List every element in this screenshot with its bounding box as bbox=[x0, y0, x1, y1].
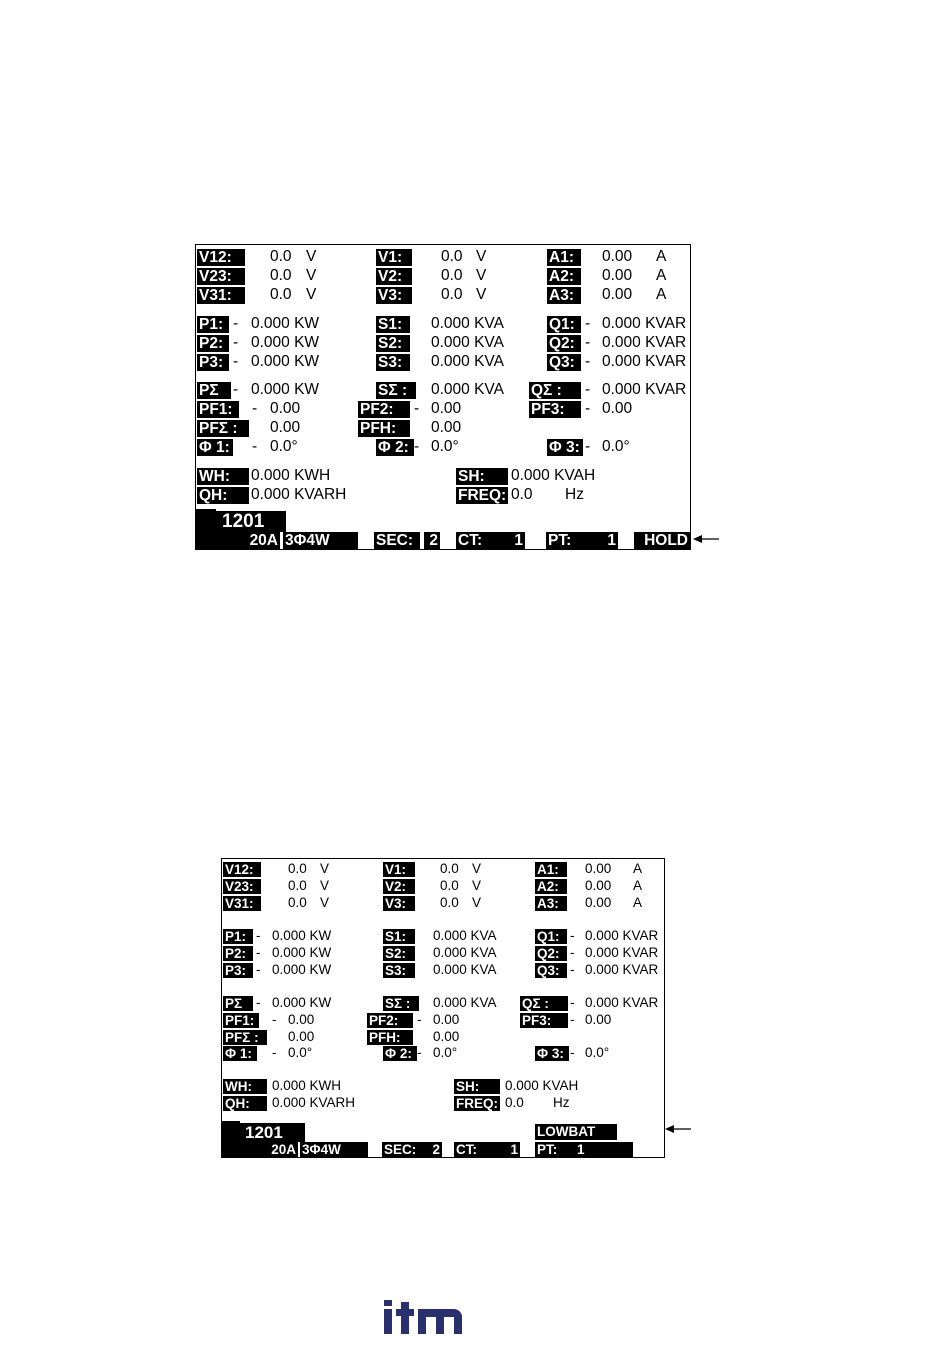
ct-label: CT: bbox=[456, 532, 500, 549]
v23-label: V23: bbox=[197, 268, 245, 285]
phi1-value: 0.0° bbox=[288, 1045, 313, 1060]
p3-label: P3: bbox=[223, 963, 253, 978]
q2-sign: - bbox=[585, 334, 591, 351]
p3-label: P3: bbox=[197, 354, 229, 371]
s1-label: S1: bbox=[383, 929, 415, 944]
v2-value: 0.0 bbox=[441, 267, 463, 284]
q2-label: Q2: bbox=[535, 946, 567, 961]
v2-label: V2: bbox=[383, 879, 415, 894]
v23-value: 0.0 bbox=[270, 267, 292, 284]
ct-value: 1 bbox=[490, 1142, 520, 1157]
pfh-value: 0.00 bbox=[433, 1029, 460, 1044]
s2-value: 0.000 KVA bbox=[433, 945, 497, 960]
qh-value: 0.000 KVARH bbox=[272, 1095, 356, 1110]
phi3-value: 0.0° bbox=[585, 1045, 610, 1060]
a3-unit: A bbox=[633, 895, 643, 910]
v12-label: V12: bbox=[223, 862, 261, 877]
p1-sign: - bbox=[256, 928, 261, 943]
a3-value: 0.00 bbox=[602, 286, 633, 303]
p2-value: 0.000 KW bbox=[251, 334, 320, 351]
sec-label: SEC: bbox=[382, 1142, 426, 1157]
p2-value: 0.000 KW bbox=[272, 945, 332, 960]
q3-value: 0.000 KVAR bbox=[585, 962, 659, 977]
p1-label: P1: bbox=[197, 316, 229, 333]
pt-value: 1 bbox=[575, 1142, 633, 1157]
pfsum-label: PFΣ : bbox=[223, 1030, 267, 1045]
phi3-sign: - bbox=[570, 1045, 575, 1060]
q3-sign: - bbox=[585, 353, 591, 370]
q1-label: Q1: bbox=[547, 316, 581, 333]
pf1-value: 0.00 bbox=[270, 400, 301, 417]
sec-value: 2 bbox=[426, 1142, 442, 1157]
a3-value: 0.00 bbox=[585, 895, 612, 910]
model-code: 1201 bbox=[216, 511, 286, 532]
wh-value: 0.000 KWH bbox=[251, 467, 331, 484]
ct-value: 1 bbox=[496, 532, 525, 549]
itm-logo bbox=[384, 1300, 462, 1336]
a1-unit: A bbox=[633, 861, 643, 876]
v3-label: V3: bbox=[383, 896, 415, 911]
a2-unit: A bbox=[633, 878, 643, 893]
p3-sign: - bbox=[256, 962, 261, 977]
freq-value: 0.0 bbox=[511, 486, 533, 503]
wh-label: WH: bbox=[197, 468, 249, 485]
pt-label: PT: bbox=[535, 1142, 579, 1157]
a3-unit: A bbox=[656, 286, 667, 303]
v23-unit: V bbox=[306, 267, 317, 284]
pf3-sign: - bbox=[570, 1012, 575, 1027]
v31-unit: V bbox=[306, 286, 317, 303]
model-code: 1201 bbox=[240, 1123, 305, 1142]
q2-value: 0.000 KVAR bbox=[602, 334, 687, 351]
v12-value: 0.0 bbox=[270, 248, 292, 265]
a1-value: 0.00 bbox=[585, 861, 612, 876]
q1-sign: - bbox=[585, 315, 591, 332]
q1-value: 0.000 KVAR bbox=[602, 315, 687, 332]
psum-value: 0.000 KW bbox=[251, 381, 320, 398]
a1-label: A1: bbox=[535, 862, 567, 877]
p3-value: 0.000 KW bbox=[251, 353, 320, 370]
v3-label: V3: bbox=[376, 287, 412, 304]
v3-unit: V bbox=[476, 286, 487, 303]
qh-label: QH: bbox=[197, 487, 249, 504]
phi2-label: Φ 2: bbox=[376, 439, 414, 456]
v31-label: V31: bbox=[223, 896, 261, 911]
a3-label: A3: bbox=[535, 896, 567, 911]
q3-sign: - bbox=[570, 962, 575, 977]
meter-display-hold bbox=[195, 244, 691, 550]
wiring-indicator: 3Φ4W bbox=[283, 532, 358, 549]
pfsum-value: 0.00 bbox=[270, 419, 301, 436]
phi3-label: Φ 3: bbox=[535, 1046, 569, 1061]
wiring-indicator: 3Φ4W bbox=[300, 1142, 368, 1157]
status-block-left bbox=[196, 509, 216, 549]
v31-unit: V bbox=[320, 895, 330, 910]
pf1-label: PF1: bbox=[223, 1013, 259, 1028]
pt-value: 1 bbox=[584, 532, 618, 549]
sh-value: 0.000 KVAH bbox=[511, 467, 596, 484]
freq-unit: Hz bbox=[553, 1095, 570, 1110]
pf3-sign: - bbox=[585, 400, 591, 417]
ssum-value: 0.000 KVA bbox=[433, 995, 497, 1010]
q2-sign: - bbox=[570, 945, 575, 960]
q1-value: 0.000 KVAR bbox=[585, 928, 659, 943]
freq-value: 0.0 bbox=[505, 1095, 524, 1110]
pfh-label: PFH: bbox=[367, 1030, 413, 1045]
pfsum-label: PFΣ : bbox=[197, 420, 249, 437]
v12-label: V12: bbox=[197, 249, 245, 266]
pfsum-value: 0.00 bbox=[288, 1029, 315, 1044]
a2-unit: A bbox=[656, 267, 667, 284]
qsum-value: 0.000 KVAR bbox=[602, 381, 687, 398]
lowbat-indicator: LOWBAT bbox=[535, 1124, 617, 1140]
q1-sign: - bbox=[570, 928, 575, 943]
v2-label: V2: bbox=[376, 268, 412, 285]
p3-sign: - bbox=[233, 353, 239, 370]
s2-label: S2: bbox=[376, 335, 410, 352]
range-indicator: 20A bbox=[216, 532, 280, 549]
v3-value: 0.0 bbox=[441, 286, 463, 303]
p2-sign: - bbox=[256, 945, 261, 960]
pf1-sign: - bbox=[272, 1012, 277, 1027]
q3-value: 0.000 KVAR bbox=[602, 353, 687, 370]
qsum-sign: - bbox=[585, 381, 591, 398]
meter-display-lowbat bbox=[221, 858, 665, 1158]
p1-value: 0.000 KW bbox=[272, 928, 332, 943]
s3-value: 0.000 KVA bbox=[431, 353, 504, 370]
p2-label: P2: bbox=[223, 946, 253, 961]
sh-value: 0.000 KVAH bbox=[505, 1078, 579, 1093]
v1-label: V1: bbox=[383, 862, 415, 877]
p1-label: P1: bbox=[223, 929, 253, 944]
phi2-label: Φ 2: bbox=[383, 1046, 417, 1061]
q1-label: Q1: bbox=[535, 929, 567, 944]
v1-value: 0.0 bbox=[440, 861, 459, 876]
q3-label: Q3: bbox=[547, 354, 581, 371]
range-indicator: 20A bbox=[240, 1142, 298, 1157]
v12-unit: V bbox=[320, 861, 330, 876]
qsum-sign: - bbox=[570, 995, 575, 1010]
s2-label: S2: bbox=[383, 946, 415, 961]
q2-value: 0.000 KVAR bbox=[585, 945, 659, 960]
pf3-value: 0.00 bbox=[585, 1012, 612, 1027]
ssum-value: 0.000 KVA bbox=[431, 381, 504, 398]
a2-label: A2: bbox=[547, 268, 581, 285]
phi2-sign: - bbox=[414, 438, 420, 455]
phi2-sign: - bbox=[417, 1045, 422, 1060]
phi1-value: 0.0° bbox=[270, 438, 298, 455]
s3-label: S3: bbox=[383, 963, 415, 978]
wh-label: WH: bbox=[223, 1079, 267, 1094]
v23-value: 0.0 bbox=[288, 878, 307, 893]
v1-unit: V bbox=[472, 861, 482, 876]
v12-value: 0.0 bbox=[288, 861, 307, 876]
hold-pointer-arrow-icon bbox=[692, 532, 720, 546]
pf1-value: 0.00 bbox=[288, 1012, 315, 1027]
pf1-label: PF1: bbox=[197, 401, 239, 418]
p2-sign: - bbox=[233, 334, 239, 351]
sec-value: 2 bbox=[424, 532, 440, 549]
phi3-label: Φ 3: bbox=[547, 439, 583, 456]
phi1-sign: - bbox=[252, 438, 258, 455]
pfh-value: 0.00 bbox=[431, 419, 462, 436]
psum-label: PΣ bbox=[197, 382, 231, 399]
pf3-value: 0.00 bbox=[602, 400, 633, 417]
pf2-value: 0.00 bbox=[433, 1012, 460, 1027]
wh-value: 0.000 KWH bbox=[272, 1078, 342, 1093]
v2-unit: V bbox=[476, 267, 487, 284]
s3-value: 0.000 KVA bbox=[433, 962, 497, 977]
pf2-label: PF2: bbox=[358, 401, 410, 418]
pf2-sign: - bbox=[417, 1012, 422, 1027]
s3-label: S3: bbox=[376, 354, 410, 371]
freq-label: FREQ: bbox=[456, 1096, 498, 1111]
s1-value: 0.000 KVA bbox=[433, 928, 497, 943]
pf3-label: PF3: bbox=[520, 1013, 568, 1028]
pf1-sign: - bbox=[252, 400, 258, 417]
s2-value: 0.000 KVA bbox=[431, 334, 504, 351]
a1-unit: A bbox=[656, 248, 667, 265]
lowbat-pointer-arrow-icon bbox=[664, 1122, 692, 1136]
psum-value: 0.000 KW bbox=[272, 995, 332, 1010]
phi1-label: Φ 1: bbox=[197, 439, 233, 456]
phi3-value: 0.0° bbox=[602, 438, 630, 455]
pf2-sign: - bbox=[414, 400, 420, 417]
psum-sign: - bbox=[233, 381, 239, 398]
v1-unit: V bbox=[476, 248, 487, 265]
phi2-value: 0.0° bbox=[431, 438, 459, 455]
v1-label: V1: bbox=[376, 249, 412, 266]
status-block-left bbox=[222, 1121, 240, 1157]
phi3-sign: - bbox=[585, 438, 591, 455]
phi2-value: 0.0° bbox=[433, 1045, 458, 1060]
ssum-label: SΣ : bbox=[376, 382, 416, 399]
psum-label: PΣ bbox=[223, 996, 253, 1011]
a3-label: A3: bbox=[547, 287, 581, 304]
sec-label: SEC: bbox=[374, 532, 420, 549]
v3-unit: V bbox=[472, 895, 482, 910]
p1-value: 0.000 KW bbox=[251, 315, 320, 332]
v23-label: V23: bbox=[223, 879, 261, 894]
ssum-label: SΣ : bbox=[383, 996, 419, 1011]
s1-value: 0.000 KVA bbox=[431, 315, 504, 332]
a2-value: 0.00 bbox=[585, 878, 612, 893]
q2-label: Q2: bbox=[547, 335, 581, 352]
p1-sign: - bbox=[233, 315, 239, 332]
pf2-label: PF2: bbox=[367, 1013, 413, 1028]
phi1-label: Φ 1: bbox=[223, 1046, 257, 1061]
v1-value: 0.0 bbox=[441, 248, 463, 265]
q3-label: Q3: bbox=[535, 963, 567, 978]
a1-label: A1: bbox=[547, 249, 581, 266]
a1-value: 0.00 bbox=[602, 248, 633, 265]
v31-label: V31: bbox=[197, 287, 245, 304]
qh-label: QH: bbox=[223, 1096, 267, 1111]
v3-value: 0.0 bbox=[440, 895, 459, 910]
p3-value: 0.000 KW bbox=[272, 962, 332, 977]
v31-value: 0.0 bbox=[270, 286, 292, 303]
phi1-sign: - bbox=[272, 1045, 277, 1060]
a2-value: 0.00 bbox=[602, 267, 633, 284]
hold-indicator: HOLD bbox=[634, 532, 690, 549]
qsum-label: QΣ : bbox=[529, 382, 581, 399]
ct-label: CT: bbox=[454, 1142, 494, 1157]
s1-label: S1: bbox=[376, 316, 410, 333]
qh-value: 0.000 KVARH bbox=[251, 486, 347, 503]
p2-label: P2: bbox=[197, 335, 229, 352]
qsum-value: 0.000 KVAR bbox=[585, 995, 659, 1010]
a2-label: A2: bbox=[535, 879, 567, 894]
sh-label: SH: bbox=[456, 468, 508, 485]
pf3-label: PF3: bbox=[529, 401, 581, 418]
freq-label: FREQ: bbox=[458, 487, 507, 504]
v31-value: 0.0 bbox=[288, 895, 307, 910]
v2-unit: V bbox=[472, 878, 482, 893]
psum-sign: - bbox=[256, 995, 261, 1010]
freq-unit: Hz bbox=[565, 486, 584, 503]
pf2-value: 0.00 bbox=[431, 400, 462, 417]
qsum-label: QΣ : bbox=[520, 996, 568, 1011]
v2-value: 0.0 bbox=[440, 878, 459, 893]
v23-unit: V bbox=[320, 878, 330, 893]
pfh-label: PFH: bbox=[358, 420, 410, 437]
sh-label: SH: bbox=[454, 1079, 500, 1094]
pt-label: PT: bbox=[546, 532, 588, 549]
v12-unit: V bbox=[306, 248, 317, 265]
